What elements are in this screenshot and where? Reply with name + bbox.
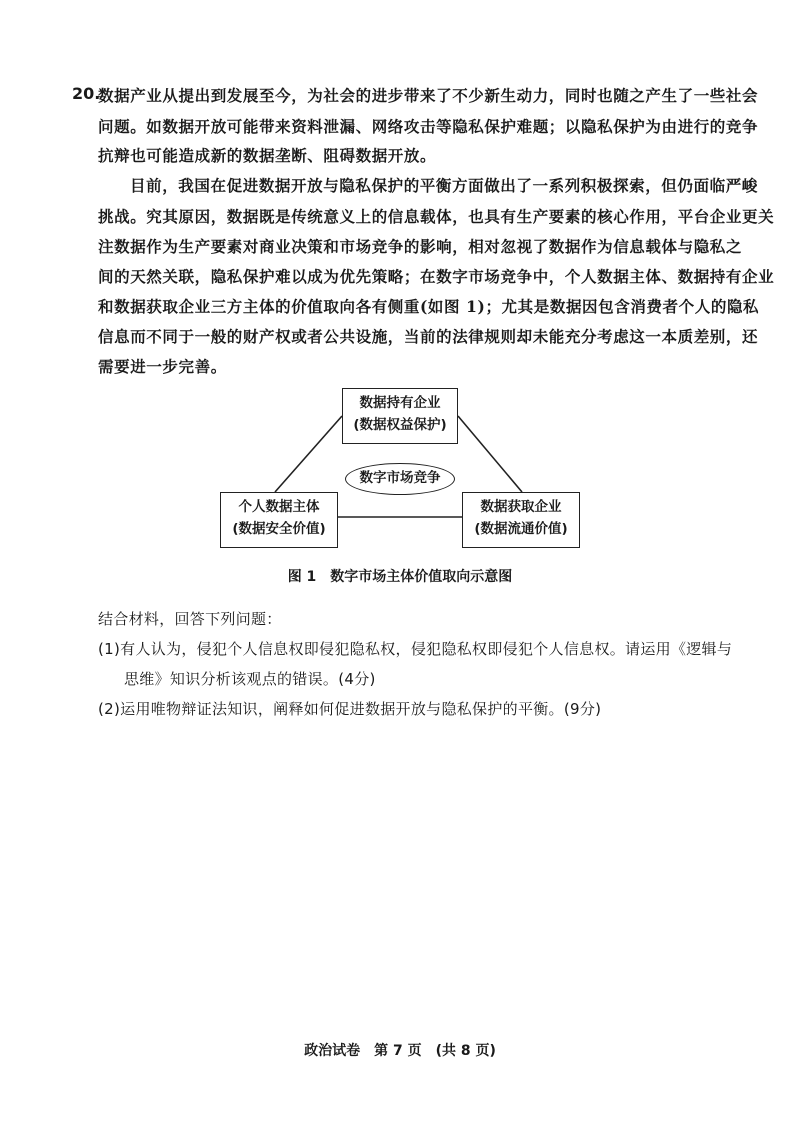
paragraph2-line-3: 注数据作为生产要素对商业决策和市场竞争的影响，相对忽视了数据作为信息载体与隐私之: [98, 237, 743, 256]
task-1-line-2: 思维》知识分析该观点的错误。(4分): [124, 670, 376, 688]
paragraph1-line-3: 抗辩也可能造成新的数据垄断、阻碍数据开放。: [98, 146, 437, 165]
paragraph2-line-6: 信息而不同于一般的财产权或者公共设施，当前的法律规则却未能充分考虑这一本质差别，还: [98, 327, 759, 346]
box-personal-data-subject: [220, 492, 338, 548]
paragraph1-line-1: 数据产业从提出到发展至今，为社会的进步带来了不少新生动力，同时也随之产生了一些社会: [98, 86, 759, 105]
box-personal-data-title: 个人数据主体: [238, 499, 320, 515]
paragraph2-line-5: 和数据获取企业三方主体的价值取向各有侧重(如图 1)；尤其是数据因包含消费者个人的隐私: [98, 297, 760, 316]
question-number: 20.: [72, 84, 101, 103]
task-1-line-1: (1)有人认为，侵犯个人信息权即侵犯隐私权，侵犯隐私权即侵犯个人信息权。请运用《逻辑与: [98, 640, 733, 658]
figure-caption: 图 1 数字市场主体价值取向示意图: [287, 569, 513, 585]
oval-digital-market-competition: 数字市场竞争: [345, 463, 455, 495]
paragraph1-line-2: 问题。如数据开放可能带来资料泄漏、网络攻击等隐私保护难题；以隐私保护为由进行的竞争: [98, 117, 759, 136]
paragraph2-line-1: 目前，我国在促进数据开放与隐私保护的平衡方面做出了一系列积极探索，但仍面临严峻: [130, 176, 758, 195]
paragraph2-line-4: 间的天然关联，隐私保护难以成为优先策略；在数字市场竞争中，个人数据主体、数据持有企业: [98, 267, 775, 286]
box-data-holder-title: 数据持有企业: [359, 395, 441, 411]
box-data-holder-enterprise: [342, 388, 458, 444]
box-data-acquiring-title: 数据获取企业: [480, 499, 562, 515]
paragraph2-line-2: 挑战。究其原因，数据既是传统意义上的信息载体，也具有生产要素的核心作用，平台企业更关: [98, 207, 775, 226]
paragraph2-line-7: 需要进一步完善。: [98, 357, 227, 376]
box-data-acquiring-enterprise: [462, 492, 580, 548]
page-footer: 政治试卷 第 7 页 (共 8 页): [304, 1043, 496, 1059]
box-data-acquiring-subtitle: (数据流通价值): [474, 521, 568, 537]
tasks-intro: 结合材料，回答下列问题：: [98, 610, 282, 628]
box-data-holder-subtitle: (数据权益保护): [353, 417, 447, 433]
task-2: (2)运用唯物辩证法知识，阐释如何促进数据开放与隐私保护的平衡。(9分): [98, 700, 602, 718]
connector-top-right: [458, 416, 522, 492]
connector-top-left: [275, 416, 342, 492]
box-personal-data-subtitle: (数据安全价值): [232, 521, 326, 537]
